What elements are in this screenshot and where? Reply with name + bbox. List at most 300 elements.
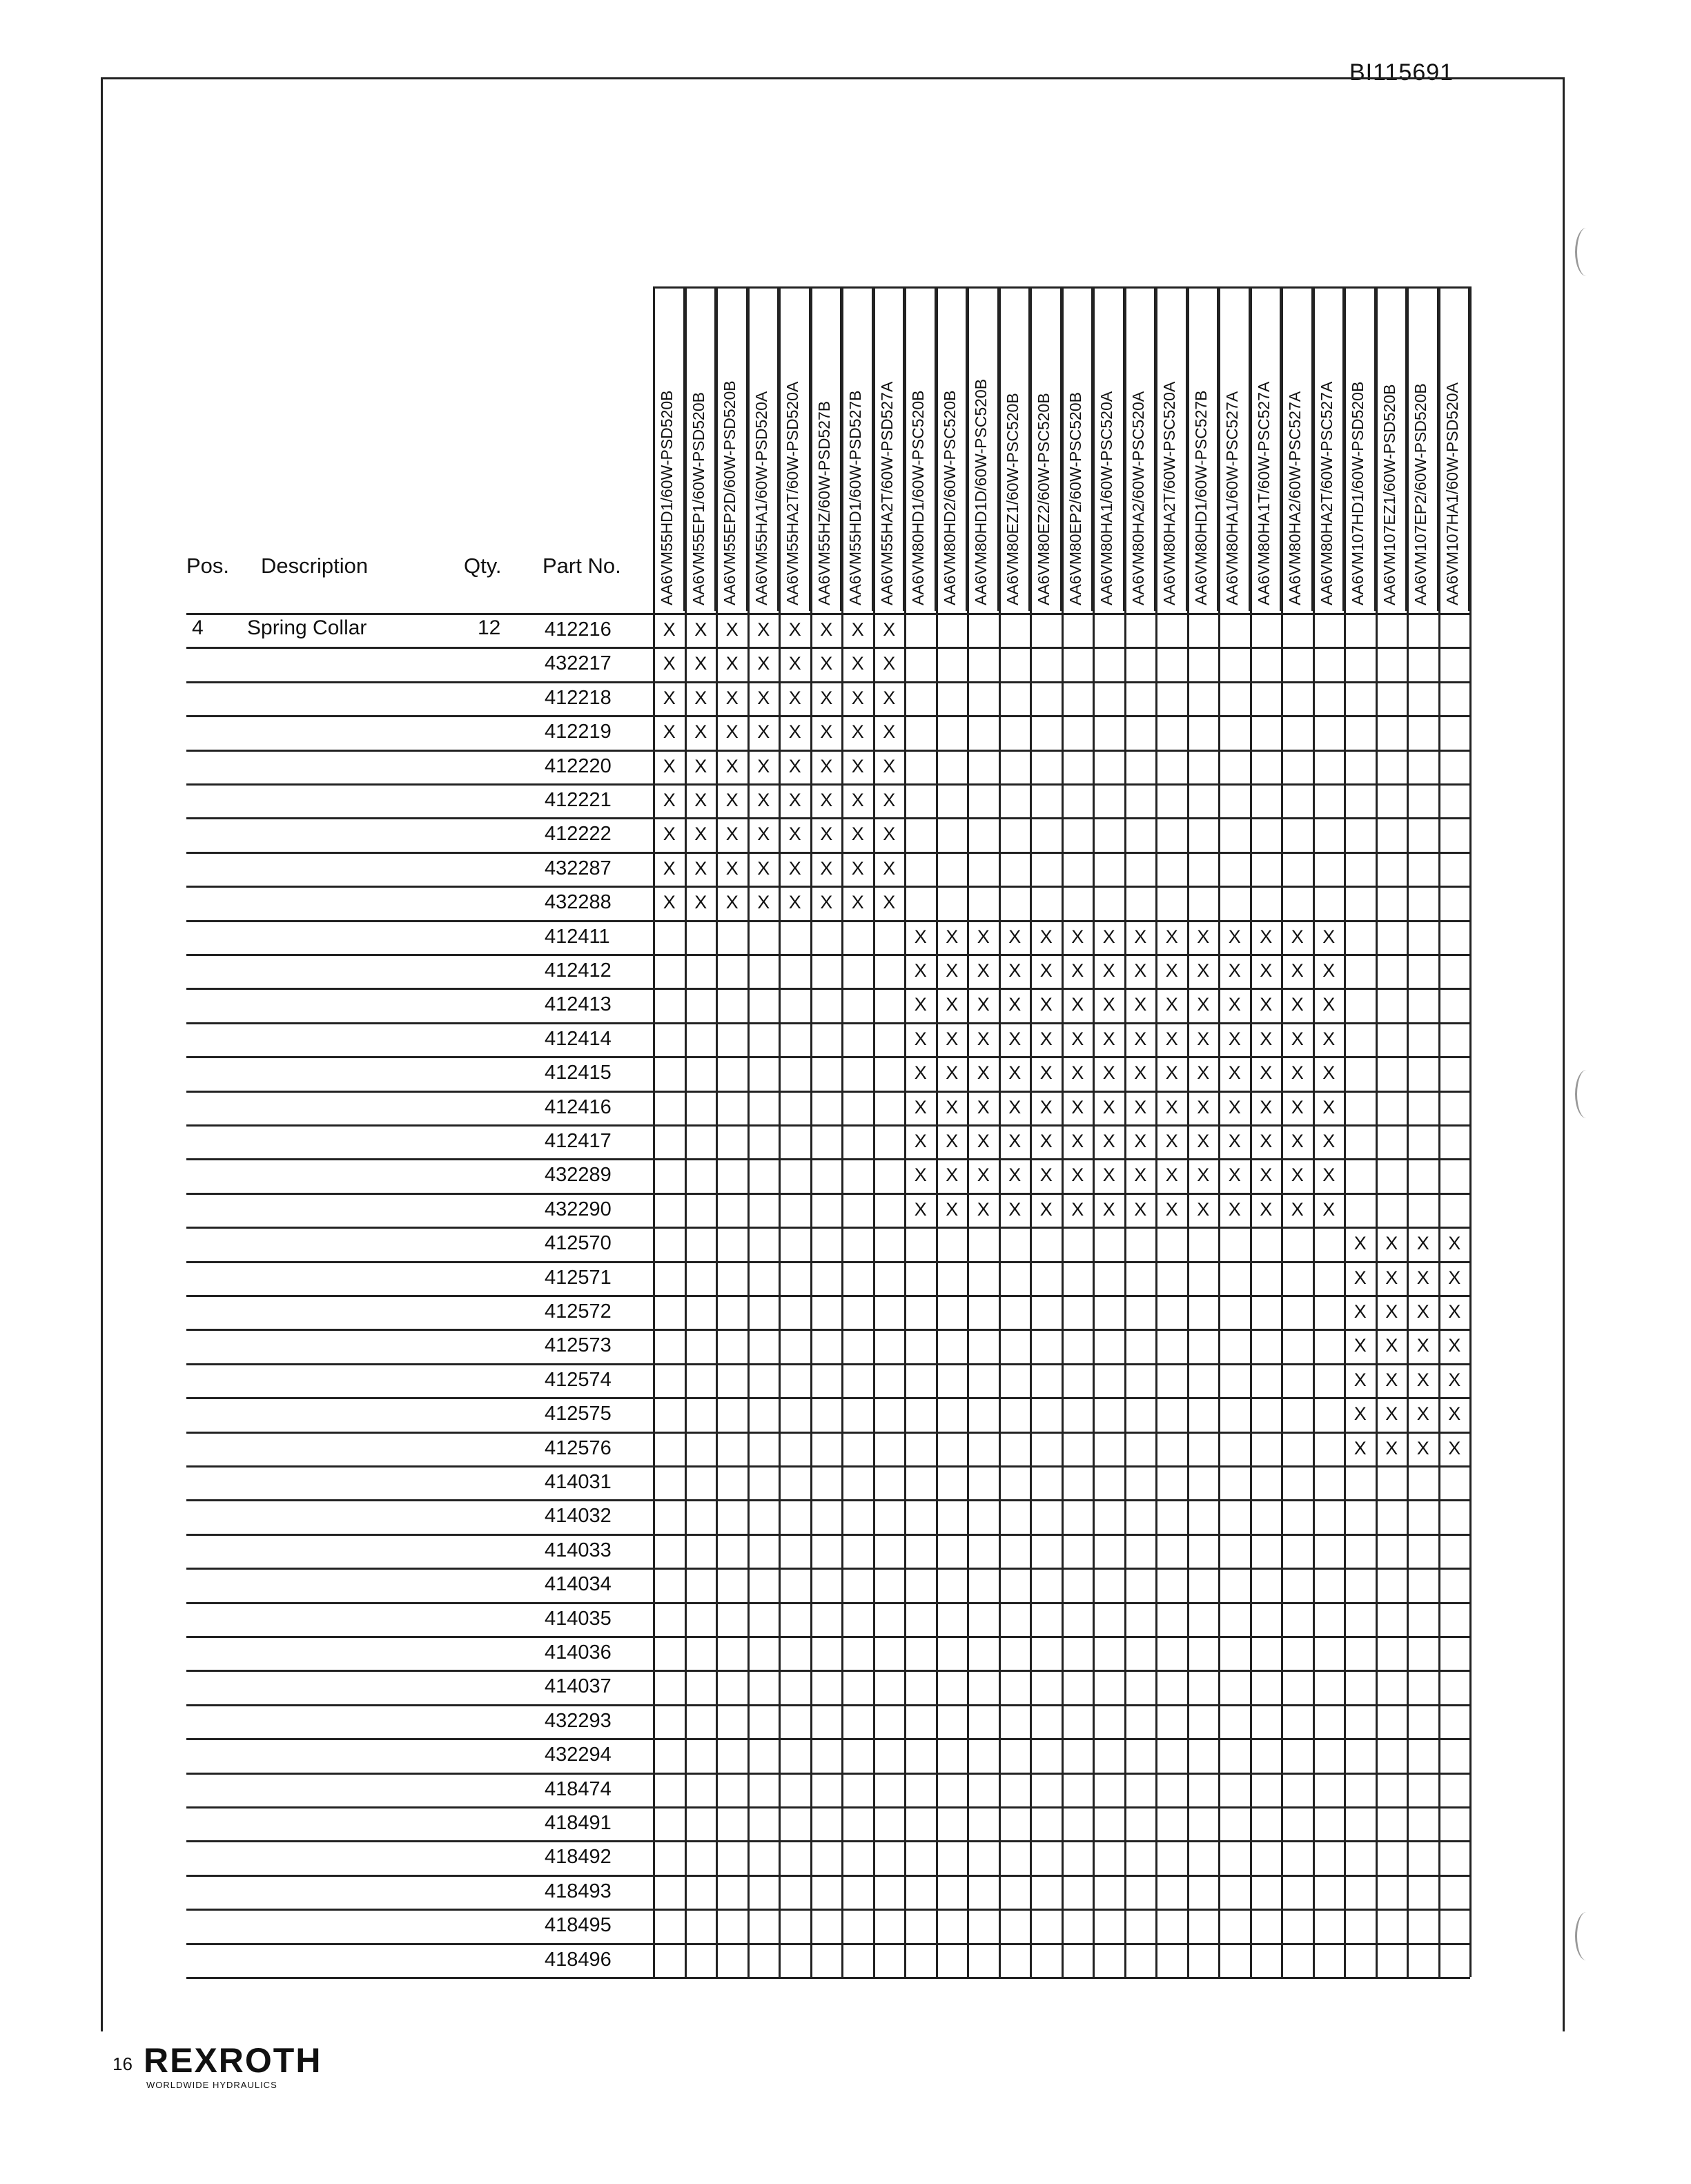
part-number: 418496 bbox=[545, 1948, 612, 1971]
applicability-mark: X bbox=[757, 755, 770, 777]
model-column-header bbox=[1156, 286, 1188, 611]
part-number: 412570 bbox=[545, 1232, 612, 1255]
applicability-mark: X bbox=[1134, 960, 1147, 981]
applicability-mark: X bbox=[977, 1131, 990, 1151]
model-label: AA6VM80HA2/60W-PSC520A bbox=[1128, 391, 1147, 605]
model-column-header bbox=[1282, 286, 1313, 611]
applicability-mark: X bbox=[820, 721, 833, 743]
applicability-mark: X bbox=[663, 790, 676, 810]
applicability-mark: X bbox=[694, 721, 707, 743]
model-label: AA6VM80HD2/60W-PSC520B bbox=[940, 390, 959, 605]
model-column-header bbox=[1188, 286, 1220, 611]
brand-logo: REXROTH bbox=[144, 2041, 322, 2080]
part-number: 412571 bbox=[545, 1266, 612, 1289]
applicability-mark: X bbox=[1322, 1062, 1336, 1084]
applicability-mark: X bbox=[1134, 1131, 1147, 1151]
applicability-mark: X bbox=[977, 994, 990, 1015]
model-label: AA6VM80EP2/60W-PSC520B bbox=[1066, 392, 1084, 605]
applicability-mark: X bbox=[1039, 1198, 1053, 1220]
model-label: AA6VM80HA2T/60W-PSC527A bbox=[1317, 381, 1336, 605]
applicability-mark: X bbox=[1102, 926, 1115, 947]
model-label: AA6VM107HA1/60W-PSD520A bbox=[1443, 382, 1461, 605]
grid-column-line bbox=[1438, 286, 1440, 1977]
model-label: AA6VM107HD1/60W-PSD520B bbox=[1349, 381, 1367, 605]
applicability-mark: X bbox=[788, 721, 801, 743]
applicability-mark: X bbox=[1228, 1062, 1241, 1084]
grid-row-line bbox=[186, 1773, 1470, 1775]
applicability-mark: X bbox=[1071, 994, 1084, 1015]
applicability-mark: X bbox=[788, 755, 801, 777]
applicability-mark: X bbox=[1385, 1403, 1398, 1425]
applicability-mark: X bbox=[883, 823, 896, 845]
applicability-mark: X bbox=[1448, 1233, 1461, 1254]
applicability-mark: X bbox=[946, 926, 959, 947]
model-label: AA6VM80HA2/60W-PSC527A bbox=[1286, 391, 1304, 605]
grid-column-line bbox=[779, 286, 781, 1977]
applicability-mark: X bbox=[725, 790, 739, 810]
applicability-mark: X bbox=[1291, 960, 1304, 981]
model-column-header bbox=[1030, 286, 1062, 611]
applicability-mark: X bbox=[1385, 1437, 1398, 1459]
applicability-mark: X bbox=[1260, 1131, 1273, 1151]
applicability-mark: X bbox=[851, 823, 864, 845]
grid-column-line bbox=[873, 286, 875, 1977]
grid-column-line bbox=[716, 286, 718, 1977]
applicability-mark: X bbox=[1197, 1062, 1210, 1084]
applicability-mark: X bbox=[1260, 960, 1273, 981]
applicability-mark: X bbox=[1322, 1164, 1336, 1186]
part-number: 412218 bbox=[545, 686, 612, 709]
part-number: 414036 bbox=[545, 1641, 612, 1664]
part-number: 412416 bbox=[545, 1095, 612, 1118]
applicability-mark: X bbox=[1353, 1403, 1367, 1425]
applicability-mark: X bbox=[1448, 1437, 1461, 1459]
part-number: 432290 bbox=[545, 1198, 612, 1220]
applicability-mark: X bbox=[1165, 1164, 1178, 1186]
grid-row-line bbox=[186, 1977, 1470, 1979]
applicability-mark: X bbox=[694, 892, 707, 913]
applicability-mark: X bbox=[1228, 1198, 1241, 1220]
applicability-mark: X bbox=[851, 857, 864, 879]
applicability-mark: X bbox=[757, 892, 770, 913]
grid-column-line bbox=[1407, 286, 1409, 1977]
applicability-mark: X bbox=[663, 857, 676, 879]
applicability-mark: X bbox=[1416, 1403, 1429, 1425]
model-label: AA6VM80HD1/60W-PSC520B bbox=[909, 390, 927, 605]
applicability-mark: X bbox=[946, 1062, 959, 1084]
part-number: 412412 bbox=[545, 959, 612, 982]
applicability-mark: X bbox=[1102, 1028, 1115, 1049]
model-label: AA6VM55HA1/60W-PSD520A bbox=[752, 391, 770, 605]
part-number: 432294 bbox=[545, 1744, 612, 1766]
applicability-mark: X bbox=[663, 892, 676, 913]
applicability-mark: X bbox=[788, 857, 801, 879]
model-column-header bbox=[1313, 286, 1345, 611]
applicability-mark: X bbox=[1165, 1096, 1178, 1118]
applicability-mark: X bbox=[725, 857, 739, 879]
applicability-mark: X bbox=[1008, 926, 1022, 947]
applicability-mark: X bbox=[1134, 1028, 1147, 1049]
applicability-mark: X bbox=[1165, 994, 1178, 1015]
applicability-mark: X bbox=[820, 857, 833, 879]
applicability-mark: X bbox=[820, 823, 833, 845]
applicability-mark: X bbox=[946, 1164, 959, 1186]
applicability-mark: X bbox=[1353, 1267, 1367, 1288]
applicability-mark: X bbox=[694, 857, 707, 879]
model-column-header bbox=[1093, 286, 1125, 611]
applicability-mark: X bbox=[1134, 926, 1147, 947]
model-label: AA6VM55HA2T/60W-PSD527A bbox=[877, 381, 896, 605]
applicability-mark: X bbox=[1260, 1164, 1273, 1186]
applicability-mark: X bbox=[757, 823, 770, 845]
grid-row-line bbox=[186, 1499, 1470, 1501]
applicability-mark: X bbox=[1165, 1131, 1178, 1151]
applicability-mark: X bbox=[820, 687, 833, 708]
model-label: AA6VM55HZ/60W-PSD527B bbox=[814, 400, 833, 605]
applicability-mark: X bbox=[1291, 1028, 1304, 1049]
model-label: AA6VM80HA1/60W-PSC520A bbox=[1097, 391, 1115, 605]
applicability-mark: X bbox=[1102, 994, 1115, 1015]
grid-row-line bbox=[186, 1261, 1470, 1263]
model-column-header bbox=[748, 286, 780, 611]
applicability-mark: X bbox=[1291, 1164, 1304, 1186]
grid-column-line bbox=[685, 286, 687, 1977]
applicability-mark: X bbox=[1165, 1028, 1178, 1049]
applicability-mark: X bbox=[757, 653, 770, 674]
model-column-header bbox=[1219, 286, 1251, 611]
applicability-mark: X bbox=[1260, 1198, 1273, 1220]
grid-row-line bbox=[186, 1909, 1470, 1911]
applicability-mark: X bbox=[946, 960, 959, 981]
part-number: 412220 bbox=[545, 754, 612, 777]
document-id: BI115691 bbox=[1349, 59, 1454, 86]
part-number: 412222 bbox=[545, 823, 612, 846]
grid-row-line bbox=[186, 1329, 1470, 1331]
grid-row-line bbox=[186, 1397, 1470, 1399]
applicability-mark: X bbox=[820, 755, 833, 777]
model-label: AA6VM80HA1/60W-PSC527A bbox=[1223, 391, 1241, 605]
applicability-mark: X bbox=[1039, 960, 1053, 981]
applicability-mark: X bbox=[851, 653, 864, 674]
applicability-mark: X bbox=[1008, 1062, 1022, 1084]
applicability-mark: X bbox=[1416, 1437, 1429, 1459]
applicability-mark: X bbox=[946, 1096, 959, 1118]
model-column-header bbox=[905, 286, 937, 611]
model-column-header bbox=[685, 286, 717, 611]
grid-row-line bbox=[186, 1465, 1470, 1468]
applicability-mark: X bbox=[757, 790, 770, 810]
applicability-mark: X bbox=[977, 1096, 990, 1118]
header-qty: Qty. bbox=[464, 554, 502, 578]
applicability-mark: X bbox=[1197, 1131, 1210, 1151]
applicability-mark: X bbox=[1165, 1062, 1178, 1084]
applicability-mark: X bbox=[1071, 1028, 1084, 1049]
header-pos: Pos. bbox=[186, 554, 230, 578]
applicability-mark: X bbox=[820, 619, 833, 640]
model-column-header bbox=[874, 286, 906, 611]
applicability-mark: X bbox=[851, 721, 864, 743]
applicability-mark: X bbox=[883, 619, 896, 640]
model-label: AA6VM80HA2T/60W-PSC520A bbox=[1160, 381, 1178, 605]
applicability-mark: X bbox=[1228, 1164, 1241, 1186]
applicability-mark: X bbox=[914, 1062, 927, 1084]
applicability-mark: X bbox=[1385, 1335, 1398, 1356]
applicability-mark: X bbox=[1416, 1301, 1429, 1322]
applicability-mark: X bbox=[820, 653, 833, 674]
applicability-mark: X bbox=[1197, 960, 1210, 981]
binder-hole-mark bbox=[1575, 1912, 1598, 1960]
row-description: Spring Collar bbox=[247, 616, 367, 639]
part-number: 414035 bbox=[545, 1607, 612, 1630]
row-qty: 12 bbox=[478, 616, 501, 639]
applicability-mark: X bbox=[1353, 1437, 1367, 1459]
applicability-mark: X bbox=[1197, 926, 1210, 947]
applicability-mark: X bbox=[1039, 1131, 1053, 1151]
applicability-mark: X bbox=[914, 1198, 927, 1220]
applicability-mark: X bbox=[1228, 1131, 1241, 1151]
model-column-header bbox=[1407, 286, 1439, 611]
part-number: 418492 bbox=[545, 1846, 612, 1869]
applicability-mark: X bbox=[1291, 1131, 1304, 1151]
model-label: AA6VM80HA1T/60W-PSC527A bbox=[1254, 381, 1273, 605]
part-number: 414034 bbox=[545, 1573, 612, 1596]
part-number: 412415 bbox=[545, 1062, 612, 1084]
applicability-mark: X bbox=[1260, 1096, 1273, 1118]
applicability-mark: X bbox=[851, 755, 864, 777]
applicability-mark: X bbox=[1385, 1301, 1398, 1322]
applicability-mark: X bbox=[851, 619, 864, 640]
grid-top-line bbox=[654, 286, 1470, 289]
part-number: 418495 bbox=[545, 1914, 612, 1937]
model-label: AA6VM80EZ1/60W-PSC520B bbox=[1003, 393, 1022, 605]
binder-hole-mark bbox=[1575, 228, 1598, 276]
applicability-mark: X bbox=[1102, 1131, 1115, 1151]
part-number: 418474 bbox=[545, 1777, 612, 1800]
part-number: 432293 bbox=[545, 1709, 612, 1732]
applicability-mark: X bbox=[1353, 1369, 1367, 1390]
row-pos: 4 bbox=[192, 616, 204, 639]
model-label: AA6VM80EZ2/60W-PSC520B bbox=[1035, 393, 1053, 605]
applicability-mark: X bbox=[1039, 1096, 1053, 1118]
applicability-mark: X bbox=[1260, 994, 1273, 1015]
applicability-mark: X bbox=[1291, 1096, 1304, 1118]
part-number: 414031 bbox=[545, 1471, 612, 1493]
applicability-mark: X bbox=[1134, 1096, 1147, 1118]
applicability-mark: X bbox=[883, 755, 896, 777]
applicability-mark: X bbox=[694, 653, 707, 674]
binder-hole-mark bbox=[1575, 1070, 1598, 1118]
applicability-mark: X bbox=[788, 790, 801, 810]
applicability-mark: X bbox=[946, 1198, 959, 1220]
part-number: 412417 bbox=[545, 1130, 612, 1152]
applicability-mark: X bbox=[1039, 926, 1053, 947]
model-label: AA6VM55EP1/60W-PSD520B bbox=[689, 392, 707, 605]
grid-row-line bbox=[186, 1738, 1470, 1740]
applicability-mark: X bbox=[1039, 1164, 1053, 1186]
applicability-mark: X bbox=[757, 619, 770, 640]
applicability-mark: X bbox=[1197, 994, 1210, 1015]
applicability-mark: X bbox=[725, 755, 739, 777]
model-column-header bbox=[1125, 286, 1157, 611]
applicability-mark: X bbox=[1134, 1198, 1147, 1220]
applicability-mark: X bbox=[1448, 1335, 1461, 1356]
grid-row-line bbox=[186, 1704, 1470, 1706]
model-column-header bbox=[1376, 286, 1408, 611]
applicability-mark: X bbox=[1071, 926, 1084, 947]
page-number: 16 bbox=[113, 2054, 133, 2074]
applicability-mark: X bbox=[820, 790, 833, 810]
applicability-mark: X bbox=[946, 1131, 959, 1151]
part-number: 414037 bbox=[545, 1675, 612, 1698]
part-number: 412221 bbox=[545, 789, 612, 811]
applicability-mark: X bbox=[914, 1131, 927, 1151]
applicability-mark: X bbox=[883, 857, 896, 879]
applicability-mark: X bbox=[1197, 1164, 1210, 1186]
applicability-mark: X bbox=[1448, 1403, 1461, 1425]
applicability-mark: X bbox=[1228, 1028, 1241, 1049]
applicability-mark: X bbox=[1385, 1369, 1398, 1390]
applicability-mark: X bbox=[1008, 1096, 1022, 1118]
model-label: AA6VM80HD1D/60W-PSC520B bbox=[972, 378, 990, 605]
applicability-mark: X bbox=[1102, 1096, 1115, 1118]
brand-tagline: WORLDWIDE HYDRAULICS bbox=[146, 2080, 277, 2090]
part-number: 418493 bbox=[545, 1880, 612, 1902]
applicability-mark: X bbox=[1385, 1233, 1398, 1254]
applicability-mark: X bbox=[1353, 1335, 1367, 1356]
applicability-mark: X bbox=[1448, 1267, 1461, 1288]
applicability-mark: X bbox=[1134, 1164, 1147, 1186]
model-column-header bbox=[1345, 286, 1376, 611]
applicability-mark: X bbox=[1039, 994, 1053, 1015]
applicability-mark: X bbox=[1102, 960, 1115, 981]
applicability-mark: X bbox=[1291, 994, 1304, 1015]
applicability-mark: X bbox=[1416, 1369, 1429, 1390]
applicability-mark: X bbox=[1322, 960, 1336, 981]
header-part-no: Part No. bbox=[543, 554, 621, 578]
grid-row-line bbox=[186, 1636, 1470, 1638]
model-label: AA6VM80HD1/60W-PSC527B bbox=[1191, 390, 1210, 605]
applicability-mark: X bbox=[1291, 1198, 1304, 1220]
grid-row-line bbox=[186, 1363, 1470, 1365]
grid-row-line bbox=[186, 1534, 1470, 1536]
applicability-mark: X bbox=[1165, 960, 1178, 981]
model-column-header bbox=[1251, 286, 1282, 611]
applicability-mark: X bbox=[757, 721, 770, 743]
applicability-mark: X bbox=[977, 926, 990, 947]
applicability-mark: X bbox=[788, 892, 801, 913]
applicability-mark: X bbox=[1071, 1096, 1084, 1118]
applicability-mark: X bbox=[977, 960, 990, 981]
applicability-mark: X bbox=[694, 619, 707, 640]
applicability-mark: X bbox=[1134, 994, 1147, 1015]
applicability-mark: X bbox=[1102, 1164, 1115, 1186]
grid-column-line bbox=[810, 286, 812, 1977]
applicability-mark: X bbox=[1260, 1028, 1273, 1049]
grid-row-line bbox=[186, 1568, 1470, 1570]
model-column-header bbox=[937, 286, 968, 611]
part-number: 414033 bbox=[545, 1539, 612, 1561]
grid-row-line bbox=[186, 1670, 1470, 1672]
applicability-mark: X bbox=[788, 653, 801, 674]
applicability-mark: X bbox=[788, 619, 801, 640]
applicability-mark: X bbox=[663, 653, 676, 674]
applicability-mark: X bbox=[1322, 1096, 1336, 1118]
grid-column-line bbox=[841, 286, 843, 1977]
applicability-mark: X bbox=[1353, 1301, 1367, 1322]
applicability-mark: X bbox=[851, 790, 864, 810]
applicability-mark: X bbox=[725, 653, 739, 674]
applicability-mark: X bbox=[914, 960, 927, 981]
applicability-mark: X bbox=[1008, 960, 1022, 981]
applicability-mark: X bbox=[914, 994, 927, 1015]
part-number: 412575 bbox=[545, 1403, 612, 1425]
applicability-mark: X bbox=[788, 823, 801, 845]
applicability-mark: X bbox=[1071, 960, 1084, 981]
applicability-mark: X bbox=[1197, 1096, 1210, 1118]
applicability-mark: X bbox=[1260, 926, 1273, 947]
applicability-mark: X bbox=[914, 1164, 927, 1186]
grid-row-line bbox=[186, 1943, 1470, 1945]
applicability-mark: X bbox=[977, 1028, 990, 1049]
applicability-mark: X bbox=[1322, 1028, 1336, 1049]
applicability-mark: X bbox=[1008, 1131, 1022, 1151]
applicability-mark: X bbox=[914, 1028, 927, 1049]
model-column-header bbox=[1439, 286, 1471, 611]
applicability-mark: X bbox=[1322, 926, 1336, 947]
applicability-mark: X bbox=[694, 790, 707, 810]
model-label: AA6VM55EP2D/60W-PSD520B bbox=[721, 380, 739, 605]
applicability-mark: X bbox=[1134, 1062, 1147, 1084]
applicability-mark: X bbox=[663, 687, 676, 708]
applicability-mark: X bbox=[1416, 1267, 1429, 1288]
applicability-mark: X bbox=[1071, 1198, 1084, 1220]
applicability-mark: X bbox=[1228, 926, 1241, 947]
applicability-mark: X bbox=[1228, 1096, 1241, 1118]
applicability-mark: X bbox=[883, 721, 896, 743]
model-column-header bbox=[716, 286, 748, 611]
applicability-mark: X bbox=[1385, 1267, 1398, 1288]
applicability-mark: X bbox=[788, 687, 801, 708]
applicability-mark: X bbox=[1071, 1062, 1084, 1084]
grid-column-line bbox=[1376, 286, 1378, 1977]
applicability-mark: X bbox=[1008, 1028, 1022, 1049]
applicability-mark: X bbox=[757, 687, 770, 708]
applicability-mark: X bbox=[1165, 1198, 1178, 1220]
applicability-mark: X bbox=[977, 1062, 990, 1084]
model-column-header bbox=[779, 286, 811, 611]
applicability-mark: X bbox=[663, 619, 676, 640]
applicability-mark: X bbox=[1071, 1131, 1084, 1151]
part-number: 412411 bbox=[545, 925, 610, 948]
grid-row-line bbox=[186, 1602, 1470, 1604]
applicability-mark: X bbox=[725, 721, 739, 743]
part-number: 412219 bbox=[545, 721, 612, 743]
applicability-mark: X bbox=[663, 823, 676, 845]
model-column-header bbox=[968, 286, 999, 611]
applicability-mark: X bbox=[1448, 1369, 1461, 1390]
model-label: AA6VM55HA2T/60W-PSD520A bbox=[783, 381, 801, 605]
applicability-mark: X bbox=[1322, 994, 1336, 1015]
applicability-mark: X bbox=[914, 926, 927, 947]
applicability-mark: X bbox=[946, 994, 959, 1015]
applicability-mark: X bbox=[1228, 994, 1241, 1015]
part-number: 412414 bbox=[545, 1027, 612, 1050]
applicability-mark: X bbox=[1008, 1198, 1022, 1220]
part-number: 414032 bbox=[545, 1505, 612, 1528]
applicability-mark: X bbox=[1102, 1062, 1115, 1084]
applicability-mark: X bbox=[694, 755, 707, 777]
part-number: 432288 bbox=[545, 891, 612, 914]
